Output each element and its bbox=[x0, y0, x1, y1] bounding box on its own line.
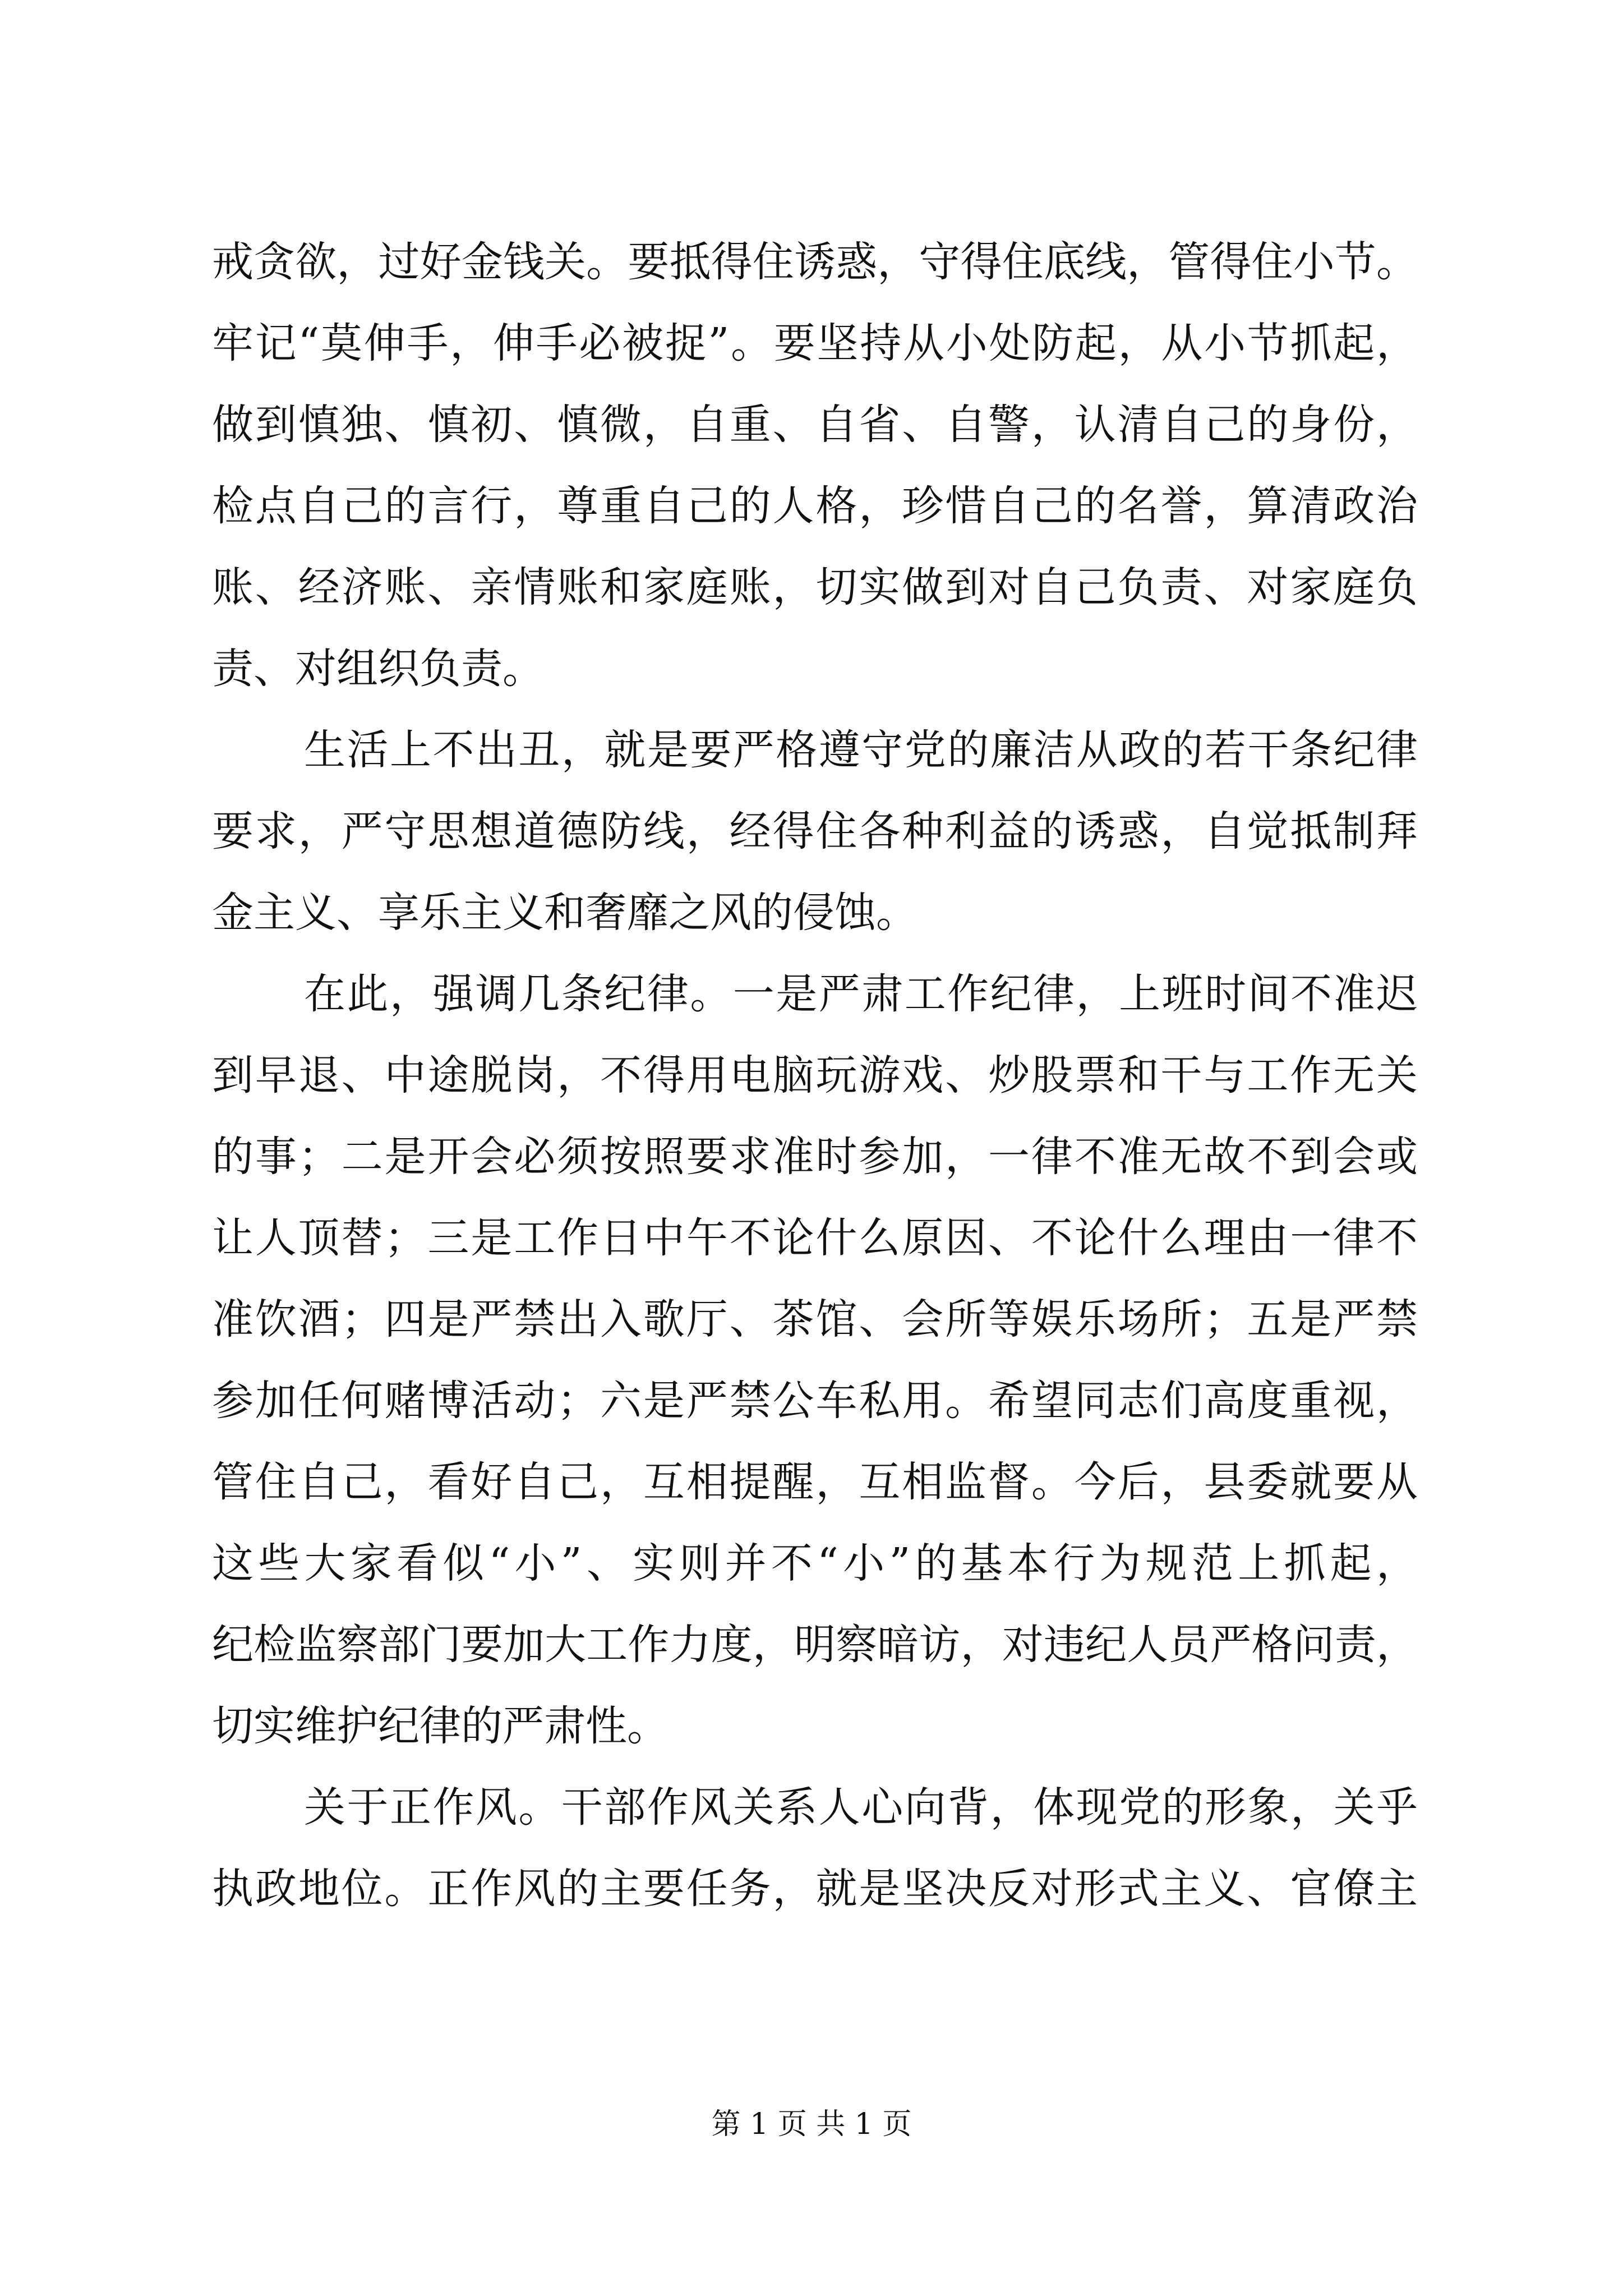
text-line: 准饮酒；四是严禁出入歌厅、茶馆、会所等娱乐场所；五是严禁 bbox=[212, 1295, 1418, 1343]
text-line: 牢记“莫伸手，伸手必被捉”。要坚持从小处防起，从小节抓起， bbox=[212, 319, 1418, 367]
paragraph bbox=[212, 954, 1418, 1767]
text-line: 金主义、享乐主义和奢靡之风的侵蚀。 bbox=[212, 889, 917, 937]
text-line: 责、对组织负责。 bbox=[212, 645, 544, 693]
page-number: 第 1 页 共 1 页 bbox=[711, 2108, 912, 2141]
text-line: 参加任何赌博活动；六是严禁公车私用。希望同志们高度重视， bbox=[212, 1377, 1418, 1425]
paragraph bbox=[212, 710, 1418, 954]
text-line: 戒贪欲，过好金钱关。要抵得住诱惑，守得住底线，管得住小节。 bbox=[212, 238, 1418, 286]
text-line: 纪检监察部门要加大工作力度，明察暗访，对违纪人员严格问责， bbox=[212, 1621, 1418, 1669]
text-line: 这些大家看似“小”、实则并不“小”的基本行为规范上抓起， bbox=[212, 1539, 1418, 1588]
text-line: 到早退、中途脱岗，不得用电脑玩游戏、炒股票和干与工作无关 bbox=[212, 1051, 1418, 1099]
paragraph bbox=[212, 222, 1418, 710]
text-line: 的事；二是开会必须按照要求准时参加，一律不准无故不到会或 bbox=[212, 1133, 1418, 1181]
text-line: 让人顶替；三是工作日中午不论什么原因、不论什么理由一律不 bbox=[212, 1214, 1418, 1262]
text-line: 检点自己的言行，尊重自己的人格，珍惜自己的名誉，算清政治 bbox=[212, 482, 1418, 530]
page-footer bbox=[0, 2105, 1623, 2144]
text-line: 在此，强调几条纪律。一是严肃工作纪律，上班时间不准迟 bbox=[304, 970, 1418, 1018]
text-line: 要求，严守思想道德防线，经得住各种利益的诱惑，自觉抵制拜 bbox=[212, 807, 1418, 855]
paragraph bbox=[212, 1767, 1418, 1930]
document-body bbox=[212, 222, 1418, 1930]
text-line: 账、经济账、亲情账和家庭账，切实做到对自己负责、对家庭负 bbox=[212, 563, 1418, 611]
text-line: 做到慎独、慎初、慎微，自重、自省、自警，认清自己的身份， bbox=[212, 401, 1418, 449]
text-line: 管住自己，看好自己，互相提醒，互相监督。今后，县委就要从 bbox=[212, 1458, 1418, 1506]
text-line: 执政地位。正作风的主要任务，就是坚决反对形式主义、官僚主 bbox=[212, 1865, 1418, 1913]
text-line: 关于正作风。干部作风关系人心向背，体现党的形象，关乎 bbox=[304, 1783, 1418, 1832]
text-line: 切实维护纪律的严肃性。 bbox=[212, 1702, 668, 1750]
text-line: 生活上不出丑，就是要严格遵守党的廉洁从政的若干条纪律 bbox=[304, 726, 1418, 774]
